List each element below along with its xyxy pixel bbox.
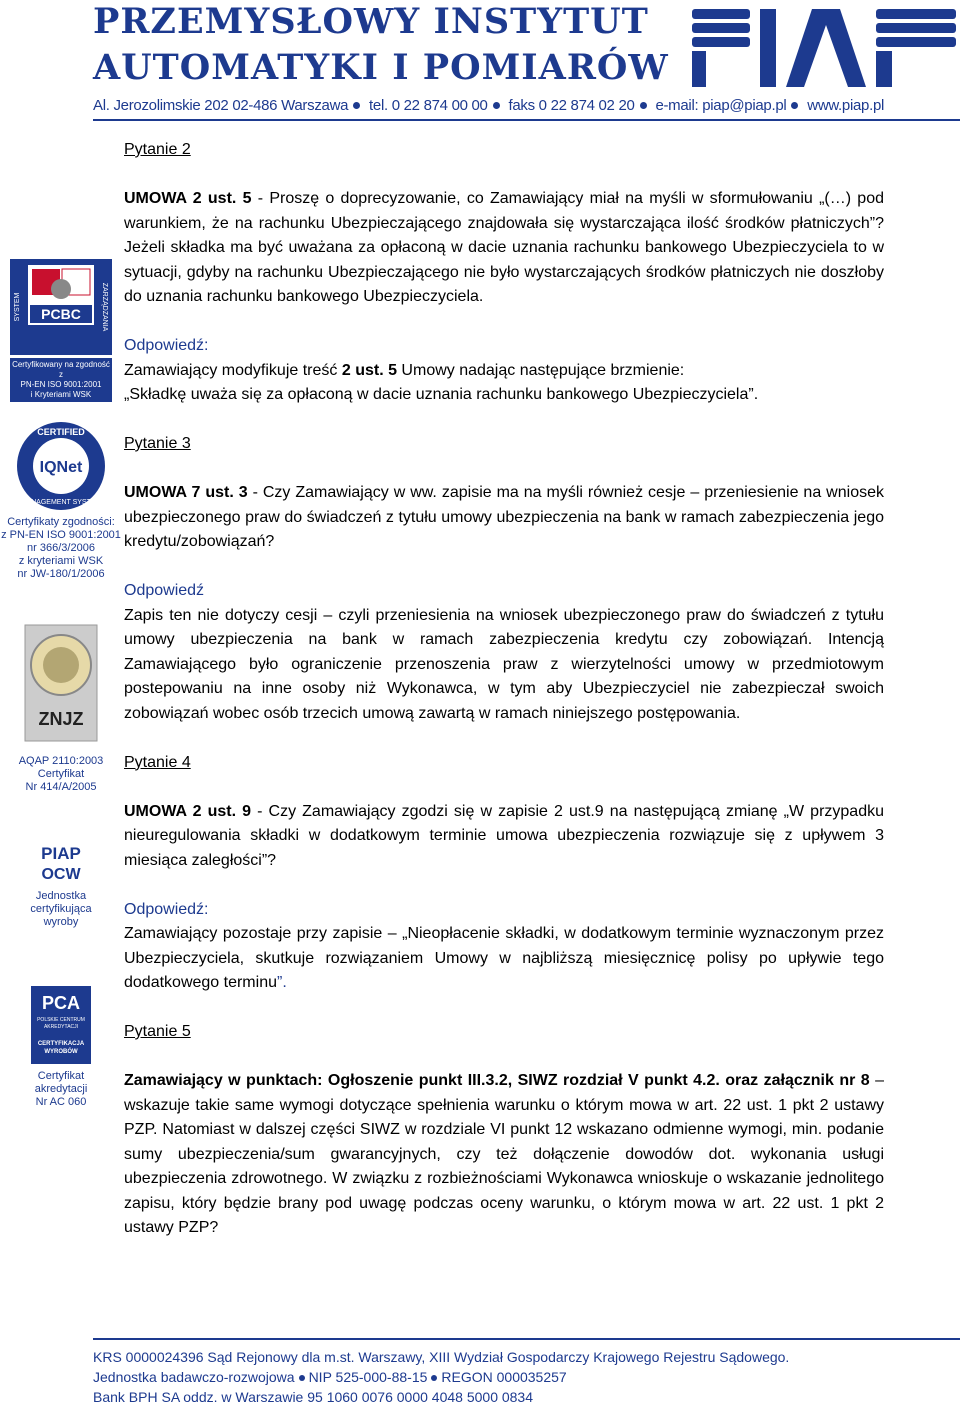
znjz-badge — [0, 623, 122, 748]
email-link[interactable]: e-mail: piap@piap.pl — [655, 97, 787, 114]
iqnet-badge — [0, 420, 122, 517]
znjz-logo — [21, 623, 101, 743]
svg-text:PIAP: PIAP — [41, 844, 81, 863]
svg-text:ZNJZ: ZNJZ — [38, 709, 84, 729]
answer-2-label: Odpowiedź: — [124, 337, 209, 354]
question-2-body: - Proszę o doprecyzowanie, co Zamawiający miał na myśli w sformułowaniu „(…) pod warunkiem, że na rachunku Ubezpieczającego znajdowała się wystarczająca ilość środków płatniczych”? Jeżeli składka ma być uważana za opłaconą w dacie uznania rachunku bankowego Ubezpieczyciela to w sytuacji, gdyby na rachunku Ubezpieczającego nie było wystarczających środków płatniczych nie doszłoby do uznania rachunku bankowego Ubezpieczyciela. — [124, 190, 884, 305]
cert-line3: nr 366/3/2006 — [27, 542, 95, 554]
contact-line — [93, 97, 884, 114]
akred-line1: Certyfikat — [37, 1070, 85, 1082]
pcbc-cert-line1: Certyfikowany na zgodność z — [12, 360, 110, 379]
piap-ocw-logo — [26, 841, 96, 885]
footer-bank: Bank BPH SA oddz. w Warszawie 95 1060 0076 0000 4048 5000 0834 — [93, 1389, 534, 1405]
footer-ids — [93, 1367, 960, 1387]
aqap-line2: Certyfikat — [37, 768, 85, 780]
question-4-text — [124, 800, 884, 874]
svg-text:CERTYFIKACJA: CERTYFIKACJA — [37, 1041, 85, 1047]
footer-rule — [93, 1338, 960, 1340]
cert-iso-text — [0, 516, 122, 581]
aqap-text — [0, 755, 122, 794]
pca-badge — [0, 985, 122, 1109]
answer-4-text — [124, 922, 884, 996]
footer-nip: NIP 525-000-88-15 — [308, 1369, 428, 1385]
question-3-body: - Czy Zamawiający w ww. zapisie ma na myśli również cesje – przeniesienie na wniosek ubezpieczonego praw do świadczeń z tytułu umowy ubezpieczenia na bank w ramach zabezpieczenia jego kredytu/zobowiązań? — [124, 484, 884, 550]
jednostka-line2: certyfikująca — [30, 903, 92, 915]
question-5-text — [124, 1069, 884, 1241]
svg-text:ZARZĄDZANIA: ZARZĄDZANIA — [101, 282, 108, 332]
pcbc-logo — [6, 257, 116, 357]
svg-text:WYROBÓW: WYROBÓW — [44, 1049, 78, 1055]
pcbc-cert-line3: i Kryteriami WSK — [30, 390, 92, 399]
akred-line3: Nr AC 060 — [35, 1096, 87, 1108]
svg-text:PCBC: PCBC — [41, 306, 81, 322]
question-5-body: – wskazuje takie same wymogi dotyczące spełnienia warunku o którym mowa w art. 22 ust. 1 pkt 2 ustawy PZP. Natomiast w dalszej części SIWZ w rozdziale VI punkt 12 wskazano odmienne wymogi, min. podanie sumy ubezpieczenia/sum gwarancyjnych, czy też dołączenie dowodów dot. wykonania usługi ubezpieczenia zdrowotnego. W związku z rozbieżnościami Wykonawca wnioskuje o wskazanie jednolitego zapisu, który będzie brany pod uwagę podczas oceny warunku, o którym mowa w art. 22 ust. 1 pkt 2 ustawy PZP? — [124, 1072, 885, 1236]
phone: tel. 0 22 874 00 00 — [369, 97, 488, 114]
pca-logo — [30, 985, 92, 1065]
question-2-text — [124, 187, 884, 310]
aqap-line3: Nr 414/A/2005 — [25, 781, 97, 793]
fax: faks 0 22 874 02 20 — [508, 97, 635, 114]
ocw-badge — [0, 841, 122, 929]
akred-line2: akredytacji — [34, 1083, 88, 1095]
postal-city: 02-486 Warszawa — [232, 97, 349, 114]
iqnet-logo — [15, 420, 107, 512]
answer-4-end: ”. — [276, 974, 287, 991]
svg-text:POLSKIE CENTRUM: POLSKIE CENTRUM — [37, 1017, 85, 1023]
svg-text:MANAGEMENT SYSTEM: MANAGEMENT SYSTEM — [20, 499, 102, 506]
cert-line1: Certyfikaty zgodności: — [7, 516, 115, 528]
pcbc-cert-line2: PN-EN ISO 9001:2001 — [20, 380, 102, 389]
jednostka-line3: wyroby — [43, 916, 79, 928]
answer-2-part2: Umowy nadając następujące brzmienie: — [396, 361, 685, 379]
footer-regon: REGON 000035257 — [441, 1369, 567, 1385]
svg-text:PCA: PCA — [41, 993, 81, 1013]
footer-krs: KRS 0000024396 Sąd Rejonowy dla m.st. Warszawy, XIII Wydział Gospodarczy Krajowego Rejestru Sądowego. — [93, 1349, 790, 1365]
answer-3-text: Zapis ten nie dotyczy cesji – czyli przeniesienia na wniosek ubezpieczonego praw do świadczeń z tytułu umowy ubezpieczenia na bank w ramach zabezpieczenia kredytu czy zobowiązań. Intencją Zamawiającego było ograniczenie przenoszenia praw z wierzytelności umowy w przedmiotowym postepowaniu na inne osoby niż Wykonawca, w tym aby Ubezpieczyciel nie zabezpieczał swoich zobowiązań wobec osób trzecich umową zawartą w ramach niniejszego postępowania. — [124, 606, 884, 722]
answer-2-ref: 2 ust. 5 — [341, 361, 397, 379]
svg-text:AKREDYTACJI: AKREDYTACJI — [43, 1024, 79, 1030]
cert-line4: z kryteriami WSK — [18, 555, 104, 567]
document-body — [124, 138, 884, 1241]
header-rule — [93, 119, 960, 121]
question-3-ref: UMOWA 7 ust. 3 — [124, 484, 248, 501]
footer — [93, 1347, 960, 1407]
institute-name-line2: AUTOMATYKI I POMIARÓW — [93, 47, 669, 88]
piap-logo — [690, 5, 960, 90]
question-4-heading: Pytanie 4 — [124, 753, 191, 771]
svg-text:CERTIFIED: CERTIFIED — [37, 427, 85, 437]
question-5-heading: Pytanie 5 — [124, 1023, 191, 1040]
question-4-ref: UMOWA 2 ust. 9 — [124, 802, 252, 820]
answer-2-quote: „Składkę uważa się za opłaconą w dacie uznania rachunku bankowego Ubezpieczyciela”. — [124, 386, 759, 403]
letterhead — [0, 0, 960, 125]
answer-3-label: Odpowiedź — [124, 582, 205, 599]
footer-unit: Jednostka badawczo-rozwojowa — [93, 1369, 295, 1385]
address: Al. Jerozolimskie 202 — [93, 97, 229, 114]
question-3-heading: Pytanie 3 — [124, 435, 191, 452]
svg-text:SYSTEM: SYSTEM — [14, 292, 21, 322]
aqap-line1: AQAP 2110:2003 — [18, 755, 104, 767]
svg-text:IQNet: IQNet — [39, 459, 83, 476]
answer-4-body: Zamawiający pozostaje przy zapisie – „Nieopłacenie składki, w dodatkowym terminie wyznaczonym przez Ubezpieczyciela, skutkuje rozwiązaniem Umowy w najbliższą miesięcznicę polisy po upływie tego dodatkowego terminu — [124, 925, 884, 991]
question-5-bold: Zamawiający w punktach: Ogłoszenie punkt III.3.2, SIWZ rozdział V punkt 4.2. oraz załącznik nr 8 — [124, 1072, 870, 1089]
answer-2-part1: Zamawiający modyfikuje treść — [124, 361, 342, 379]
answer-4-label: Odpowiedź: — [124, 900, 209, 918]
question-3-text — [124, 481, 884, 555]
website-link[interactable]: www.piap.pl — [807, 97, 885, 114]
question-2-ref: UMOWA 2 ust. 5 — [124, 190, 252, 207]
svg-text:OCW: OCW — [41, 866, 81, 883]
cert-line5: nr JW-180/1/2006 — [17, 568, 105, 580]
institute-name-line1: PRZEMYSŁOWY INSTYTUT — [93, 1, 649, 42]
question-4-body: - Czy Zamawiający zgodzi się w zapisie 2 ust.9 na następującą zmianę „W przypadku nieuregulowania składki w dodatkowym terminie umowa ubezpieczenia rozwiązuje się z upływem 3 miesiąca zaległości”? — [124, 802, 884, 869]
jednostka-line1: Jednostka — [35, 890, 87, 902]
pcbc-badge — [0, 257, 122, 402]
cert-line2: z PN-EN ISO 9001:2001 — [1, 529, 121, 541]
question-2-heading: Pytanie 2 — [124, 141, 191, 158]
answer-2-text — [124, 359, 884, 384]
